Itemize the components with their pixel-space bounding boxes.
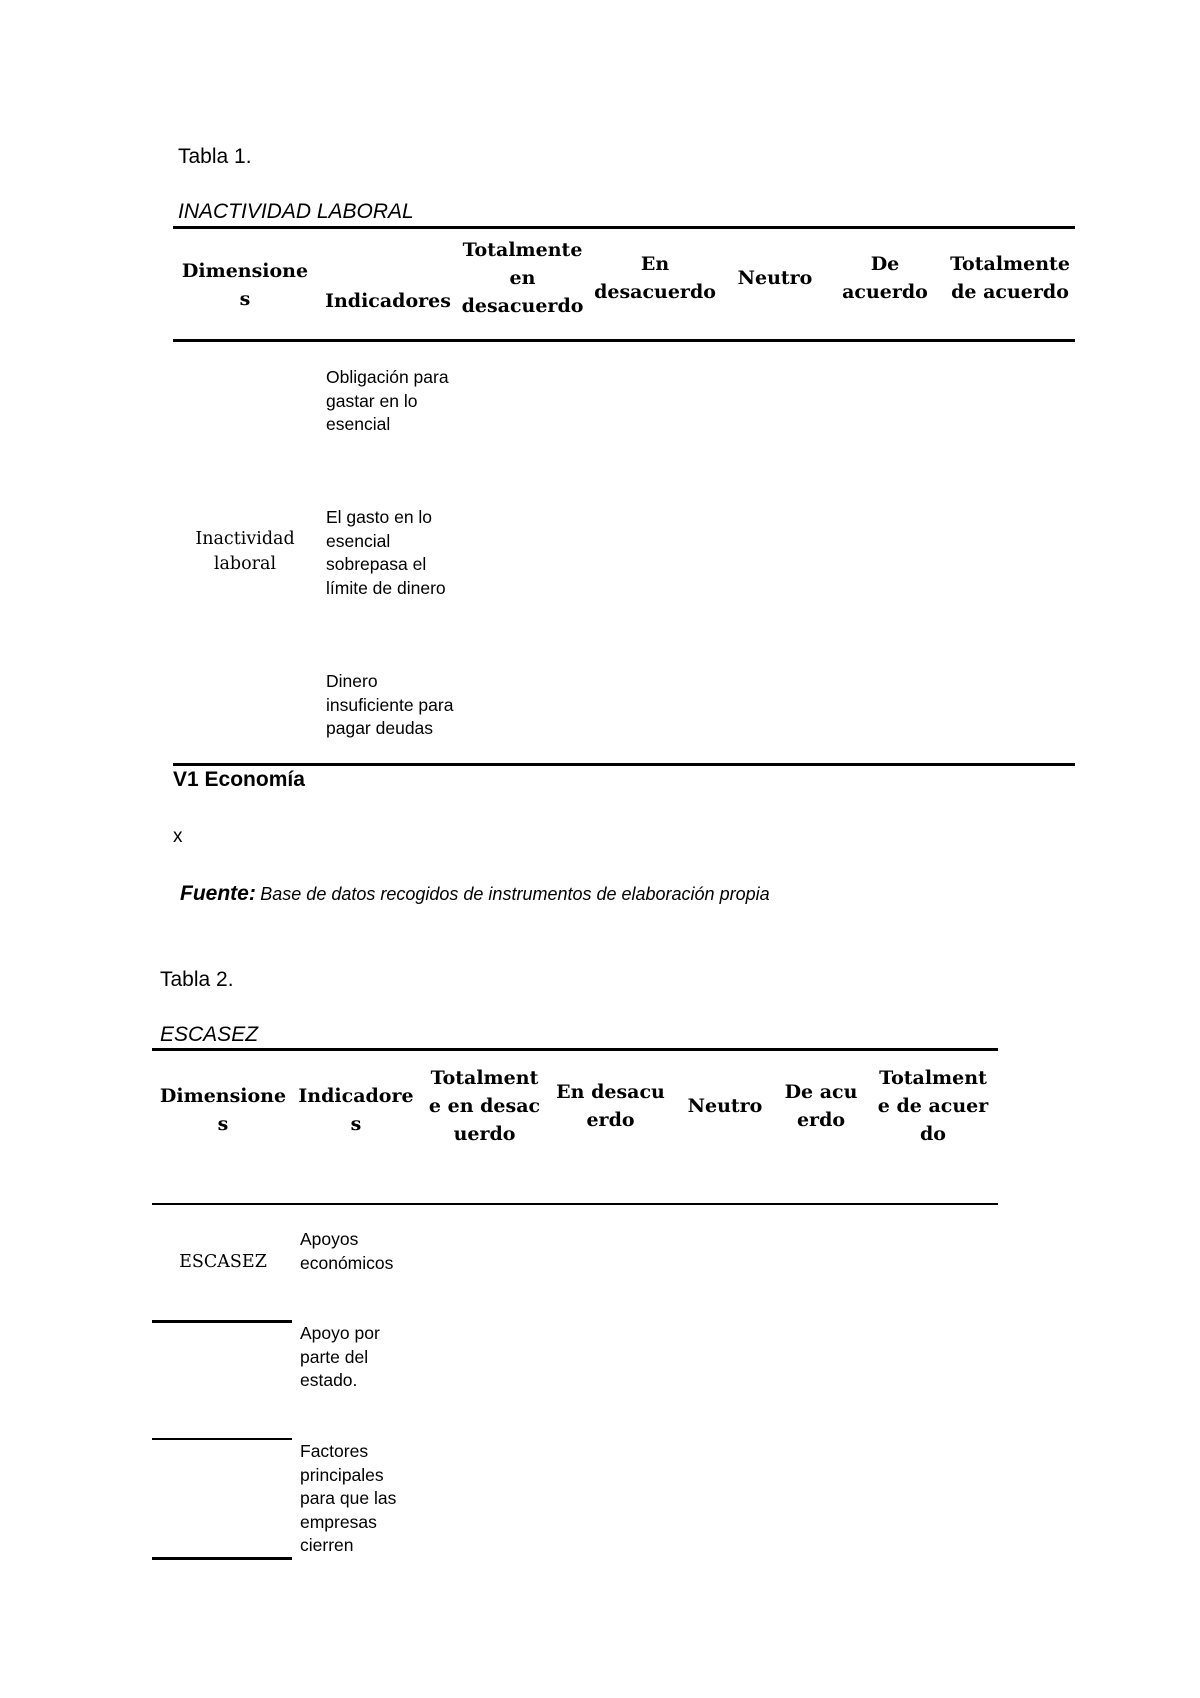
table1-header-rule: [173, 339, 1075, 342]
source-text: Base de datos recogidos de instrumentos de elaboración propia: [260, 884, 770, 904]
table1-caption: Tabla 1.: [178, 145, 252, 168]
table1-indicator-1: Obligación para gastar en lo esencial: [326, 367, 449, 434]
table1-indicator-3: Dinero insuficiente para pagar deudas: [326, 671, 454, 738]
table2-row-rule-1: [152, 1320, 292, 1323]
table2-caption: Tabla 2.: [160, 968, 234, 991]
table2-header-neutro: Neutro: [687, 1095, 763, 1117]
table2-row-rule-3: [152, 1557, 292, 1560]
x-mark: x: [173, 826, 183, 847]
table1-header-de-acuerdo: De acuerdo: [842, 252, 928, 303]
table1-top-rule: [173, 226, 1075, 229]
table1-header-totalmente-desacuerdo: Totalmente en desacuerdo: [461, 239, 584, 317]
table2-top-rule: [152, 1048, 998, 1051]
source-note: [180, 882, 770, 906]
table1-header-dimensiones: Dimensiones: [181, 260, 309, 310]
table2-header-dimensiones: Dimensiones: [159, 1085, 287, 1135]
table1-header-en-desacuerdo: En desacuerdo: [594, 252, 716, 303]
table1-header-totalmente-acuerdo: Totalmente de acuerdo: [950, 252, 1070, 303]
table2-header-de-acuerdo: De acuerdo: [784, 1081, 858, 1131]
source-label: Fuente:: [180, 882, 256, 905]
table2-header-totalmente-acuerdo: Totalmente de acuerdo: [877, 1067, 989, 1145]
table2-header-rule: [152, 1203, 998, 1205]
table2-indicator-2: Apoyo por parte del estado.: [300, 1323, 380, 1390]
table2-header-indicadores: Indicadores: [298, 1085, 414, 1135]
table2-indicator-3: Factores principales para que las empresas cierren: [300, 1441, 397, 1555]
table1-header-neutro: Neutro: [737, 266, 813, 289]
table2-indicator-1: Apoyos económicos: [300, 1229, 394, 1273]
variable-label: V1 Economía: [173, 768, 305, 791]
table1-bottom-rule: [173, 763, 1075, 766]
table2-row-rule-2: [152, 1438, 292, 1440]
table2-header-en-desacuerdo: En desacuerdo: [556, 1081, 665, 1131]
table1-header-indicadores: Indicadores: [325, 290, 451, 312]
table1-indicator-2: El gasto en lo esencial sobrepasa el límite de dinero: [326, 507, 446, 598]
table1-title: INACTIVIDAD LABORAL: [178, 200, 414, 223]
table2-title: ESCASEZ: [160, 1023, 259, 1046]
table2-dimension: ESCASEZ: [179, 1252, 267, 1272]
table2-header-totalmente-desacuerdo: Totalmente en desacuerdo: [428, 1067, 541, 1145]
table1-dimension: Inactividad laboral: [195, 529, 295, 574]
